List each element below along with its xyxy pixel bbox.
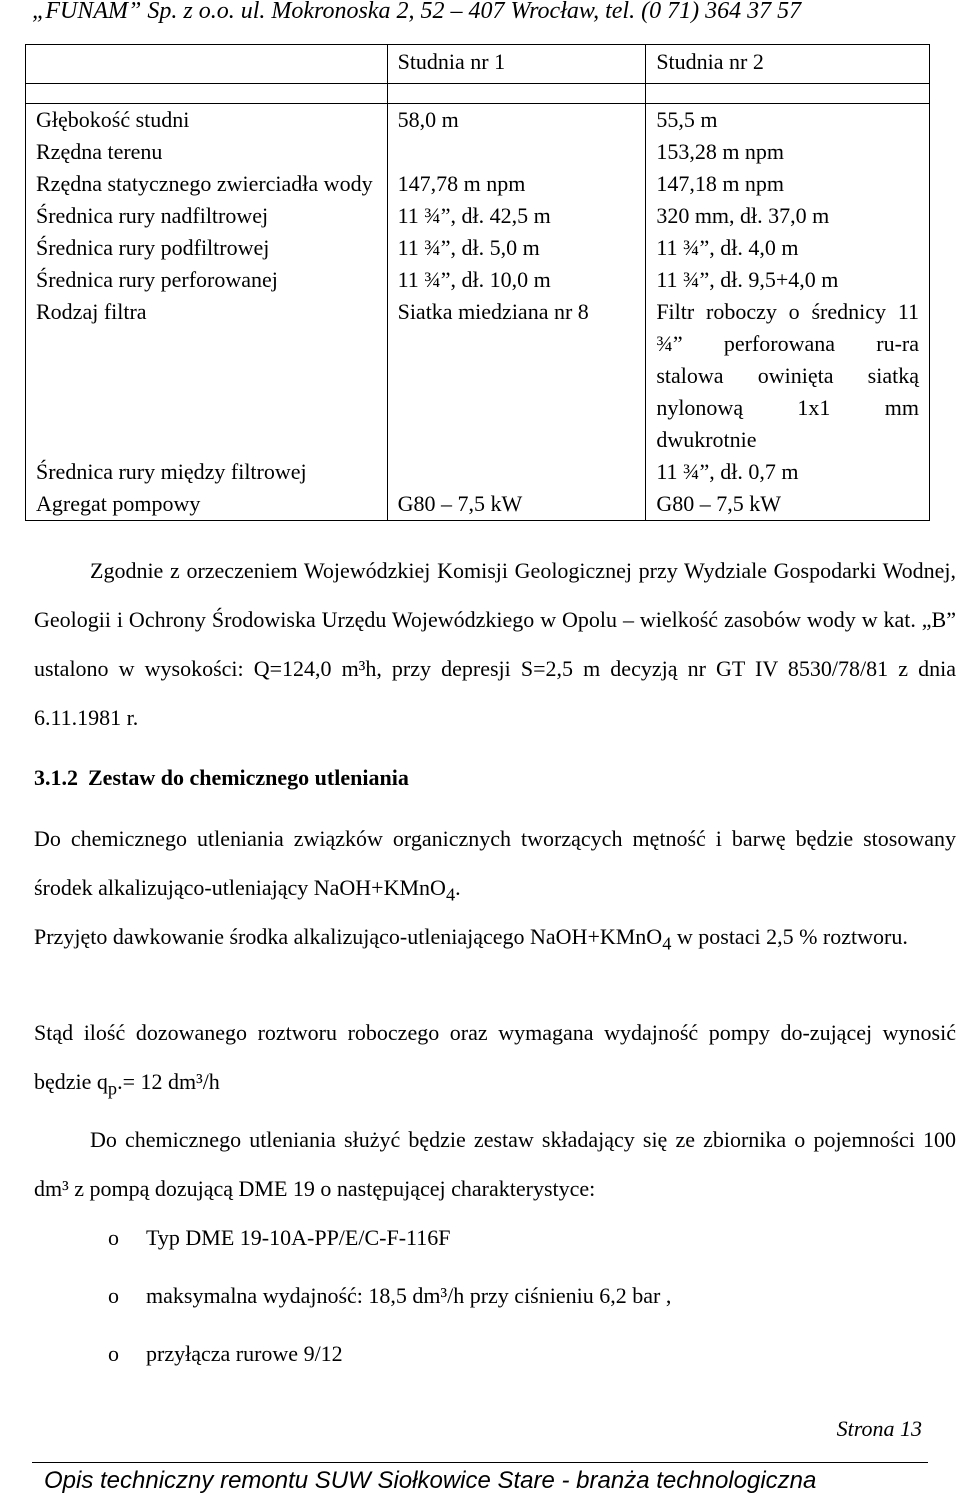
table-header-well-1: Studnia nr 1 — [387, 45, 646, 84]
paragraph-oxidation-agent: Do chemicznego utleniania związków organicznych tworzących mętność i barwę będzie stosowany środek alkalizująco-utleniający NaOH+KMnO$_4$. — [34, 826, 956, 905]
section-title: Zestaw do chemicznego utleniania — [88, 765, 409, 790]
paragraph-pump-capacity: Stąd ilość dozowanego roztworu roboczego oraz wymagana wydajność pompy do-zującej wynosić będzie $q_p.= 12$ dm³/h — [34, 1020, 956, 1099]
page-number: Strona 13 — [836, 1416, 922, 1441]
paragraph-dosing: Przyjęto dawkowanie środka alkalizująco-utleniającego NaOH+KMnO$_4$ w postaci 2,5 % roztworu. — [34, 924, 908, 954]
bullet-marker: o — [108, 1283, 119, 1308]
list-item: o Typ DME 19-10A-PP/E/C-F-116F — [108, 1222, 671, 1280]
table-row: Rzędna terenu 153,28 m npm — [26, 136, 930, 168]
table-header-empty — [26, 45, 388, 84]
bullet-marker: o — [108, 1341, 119, 1366]
table-row: Agregat pompowy G80 – 7,5 kW G80 – 7,5 kW — [26, 488, 930, 521]
table-row: Rzędna statycznego zwierciadła wody 147,78 m npm 147,18 m npm — [26, 168, 930, 200]
table-header-well-2: Studnia nr 2 — [646, 45, 930, 84]
table-header-row — [26, 45, 930, 84]
bullet-marker: o — [108, 1225, 119, 1250]
table-row: Rodzaj filtra Siatka miedziana nr 8 Filtr roboczy o średnicy 11 ¾” perforowana ru-ra stalowa owinięta siatką nylonową 1x1 mm dwukrotnie — [26, 296, 930, 456]
table-row: Średnica rury podfiltrowej 11 ¾”, dł. 5,0 m 11 ¾”, dł. 4,0 m — [26, 232, 930, 264]
list-item: o maksymalna wydajność: 18,5 dm³/h przy ciśnieniu 6,2 bar , — [108, 1280, 671, 1338]
paragraph-water-resources: Zgodnie z orzeczeniem Wojewódzkiej Komisji Geologicznej przy Wydziale Gospodarki Wodnej, Geologii i Ochrony Środowiska Urzędu Wojewódzkiego w Opolu – wielkość zasobów wody w kat. „B” ustalono w wysokości: Q=124,0 m³h, przy depresji S=2,5 m decyzją nr GT IV 8530/78/81 z dnia 6.11.1981 r. — [34, 558, 956, 730]
section-number: 3.1.2 — [34, 765, 78, 790]
table-row: Średnica rury między filtrowej 11 ¾”, dł. 0,7 m — [26, 456, 930, 488]
paragraph-dosing-set: Do chemicznego utleniania służyć będzie zestaw składający się ze zbiornika o pojemności 100 dm³ z pompą dozującą DME 19 o następującej charakterystyce: — [34, 1127, 956, 1201]
footer-divider — [32, 1462, 928, 1463]
table-spacer-row — [26, 84, 930, 104]
list-item: o przyłącza rurowe 9/12 — [108, 1338, 671, 1396]
table-row: Głębokość studni 58,0 m 55,5 m — [26, 104, 930, 137]
well-parameters-table — [25, 44, 930, 521]
table-row: Średnica rury perforowanej 11 ¾”, dł. 10,0 m 11 ¾”, dł. 9,5+4,0 m — [26, 264, 930, 296]
document-header: „FUNAM” Sp. z o.o. ul. Mokronoska 2, 52 – 407 Wrocław, tel. (0 71) 364 37 57 — [32, 0, 802, 24]
table-row: Średnica rury nadfiltrowej 11 ¾”, dł. 42,5 m 320 mm, dł. 37,0 m — [26, 200, 930, 232]
section-heading — [34, 765, 419, 791]
pump-characteristics-list — [108, 1222, 671, 1396]
document-footer: Opis techniczny remontu SUW Siołkowice Stare - branża technologiczna — [44, 1467, 817, 1494]
